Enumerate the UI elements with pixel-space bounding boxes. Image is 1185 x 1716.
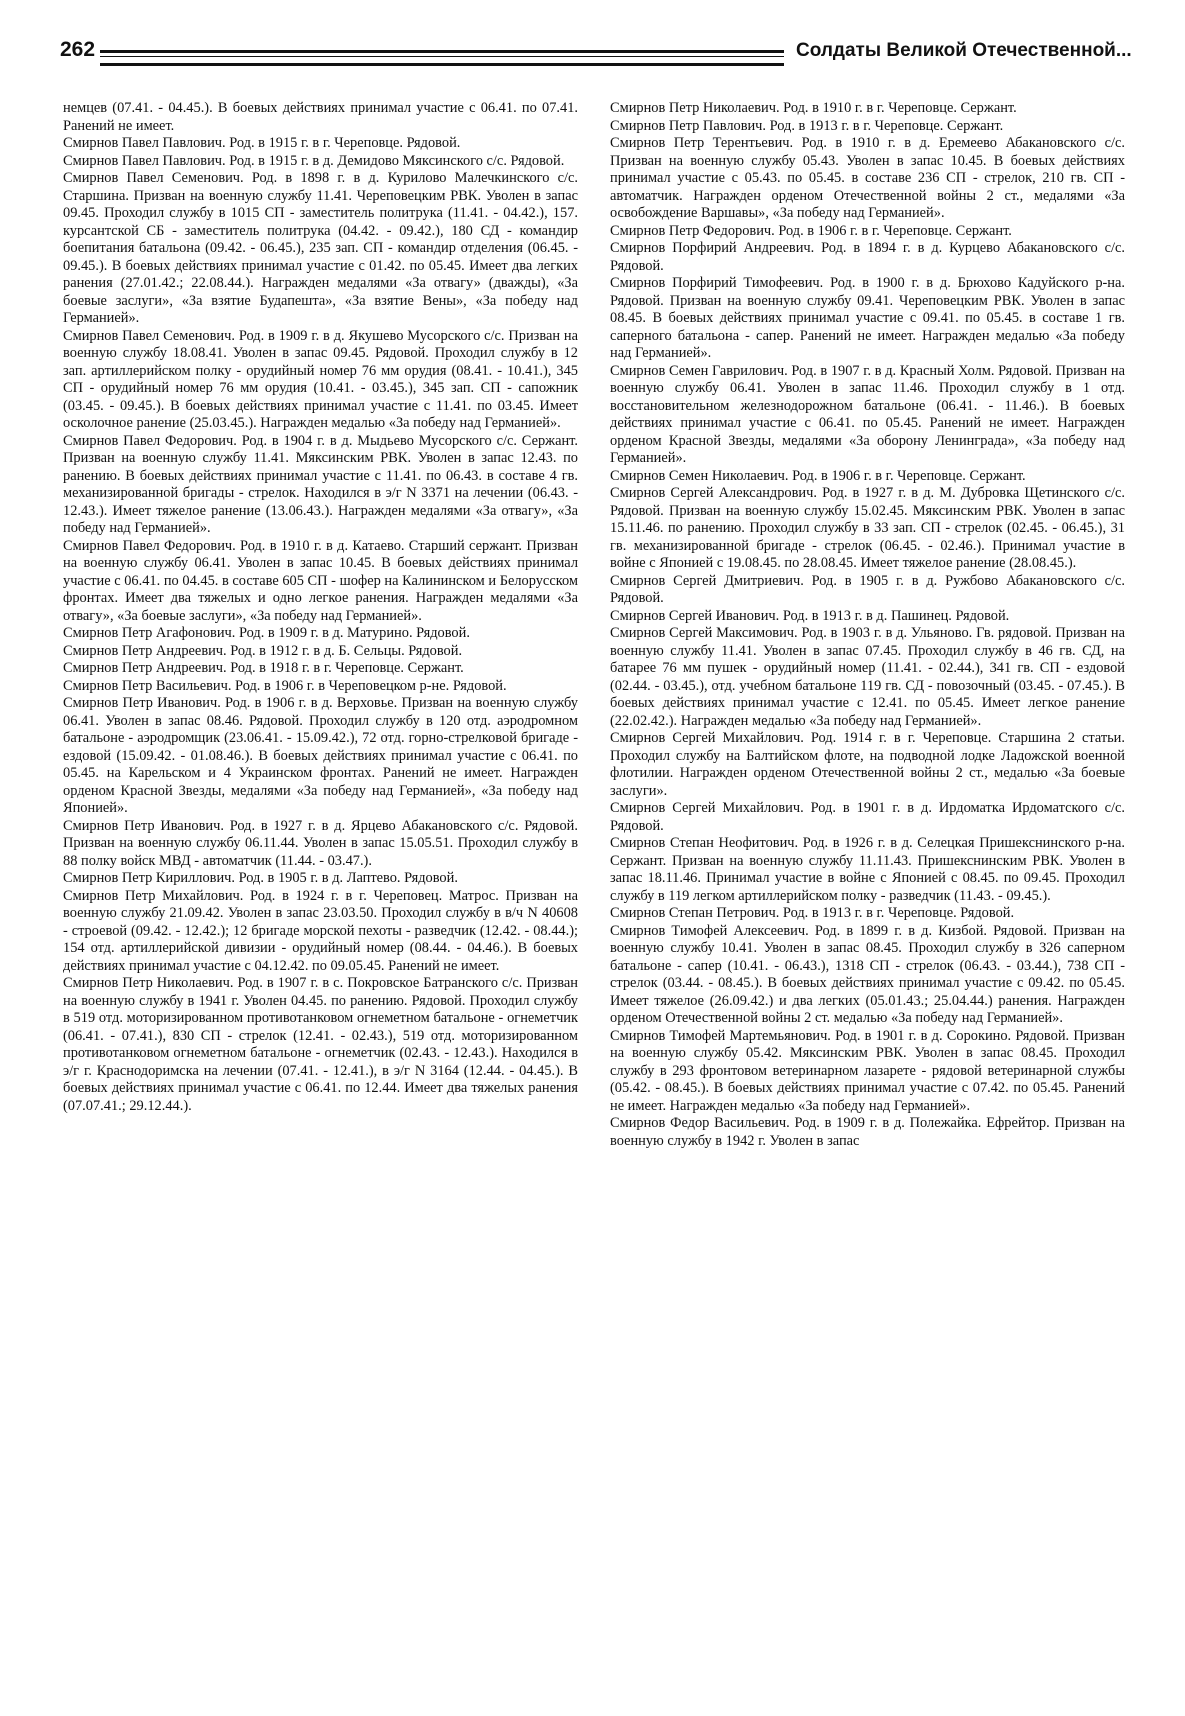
entry: Смирнов Степан Петрович. Род. в 1913 г. в г. Череповце. Рядовой.: [610, 905, 1015, 921]
entry: Смирнов Тимофей Алексеевич. Род. в 1899 г. в д. Кизбой. Рядовой. Призван на военную службу 10.41. Уволен в запас 08.45. Проходил службу в 326 саперном батальоне - сапер (10.41. - 06.43.), 1318 СП - стрелок (06.43. - 03.44.), 738 СП - стрелок (03.44. - 08.45.). В боевых действиях принимал участие с 09.42. по 05.45. Имеет тяжелое (26.09.42.) и два легких (05.01.43.; 25.04.44.) ранения. Награжден орденом Отечественной войны 2 ст. медалью «За победу над Германией».: [610, 922, 1125, 1026]
entry: Смирнов Сергей Михайлович. Род. в 1901 г. в д. Ирдоматка Ирдоматского с/с. Рядовой.: [610, 800, 1125, 834]
entry: Смирнов Павел Семенович. Род. в 1898 г. в д. Курилово Малечкинского с/с. Старшина. Призван на военную службу 11.41. Череповецким РВК. Уволен в запас 09.45. Проходил службу в 1015 СП - заместитель политрука (11.41. - 04.42.), 157. курсантской СБ - заместитель политрука (04.42. - 09.42.), 180 СД - командир боепитания батальона (09.42. - 06.45.), 235 зап. СП - командир отделения (06.45. - 09.45.). В боевых действиях принимал участие с 01.42. по 05.45. Имеет два легких ранения (27.01.42.; 22.08.44.). Награжден медалями «За отвагу» (дважды), «За боевые заслуги», «За взятие Будапешта», «За взятие Вены», «За победу над Германией».: [63, 170, 578, 326]
entry: Смирнов Павел Павлович. Род. в 1915 г. в г. Череповце. Рядовой.: [63, 135, 461, 151]
entry: Смирнов Павел Семенович. Род. в 1909 г. в д. Якушево Мусорского с/с. Призван на военную службу 18.08.41. Уволен в запас 09.45. Рядовой. Проходил службу в 12 зап. артиллерийском полку - орудийный номер 76 мм орудия (08.41. - 10.41.), 345 СП - орудийный номер 76 мм орудия (10.41. - 03.45.), 345 зап. СП - сапожник (03.45. - 09.45.). В боевых действиях принимал участие с 11.41. по 03.45. Имеет осколочное ранение (25.03.45.). Награжден медалью «За победу над Германией».: [63, 327, 578, 431]
entry: Смирнов Порфирий Андреевич. Род. в 1894 г. в д. Курцево Абакановского с/с. Рядовой.: [610, 240, 1125, 274]
header-rule: [100, 50, 784, 66]
entry: Смирнов Петр Кириллович. Род. в 1905 г. в д. Лаптево. Рядовой.: [63, 870, 458, 886]
entry: Смирнов Петр Терентьевич. Род. в 1910 г. в д. Еремеево Абакановского с/с. Призван на военную службу 05.43. Уволен в запас 10.45. В боевых действиях принимал участие с 05.43. по 05.45. в составе 236 СП - стрелок, 210 гв. СП - автоматчик. Награжден орденом Отечественной войны 2 ст., медалями «За освобождение Варшавы», «За победу над Германией».: [610, 135, 1125, 221]
entry: Смирнов Порфирий Тимофеевич. Род. в 1900 г. в д. Брюхово Кадуйского р-на. Рядовой. Призван на военную службу 09.41. Череповецким РВК. Уволен в запас 08.45. В боевых действиях принимал участие с 09.41. по 05.45. в составе 1 гв. саперного батальона - сапер. Ранений не имеет. Награжден медалью «За победу над Германией».: [610, 275, 1125, 361]
entry: немцев (07.41. - 04.45.). В боевых действиях принимал участие с 06.41. по 07.41. Ранений не имеет.: [63, 100, 578, 134]
entry: Смирнов Семен Николаевич. Род. в 1906 г. в г. Череповце. Сержант.: [610, 467, 1026, 484]
running-title: Солдаты Великой Отечественной...: [796, 40, 1132, 61]
left-column: [63, 100, 578, 1115]
entry: Смирнов Сергей Дмитриевич. Род. в 1905 г. в д. Ружбово Абакановского с/с. Рядовой.: [610, 572, 1125, 606]
entry: Смирнов Степан Неофитович. Род. в 1926 г. в д. Селецкая Пришекснинского р-на. Сержант. Призван на военную службу 11.11.43. Пришекснинским РВК. Уволен в запас 18.11.46. Принимал участие в войне с Японией с 08.45. по 09.45. Проходил службу в 119 легком артиллерийском полку - разведчик (11.43. - 09.45.).: [610, 835, 1125, 904]
entry: Смирнов Тимофей Мартемьянович. Род. в 1901 г. в д. Сорокино. Рядовой. Призван на военную службу 05.42. Мяксинским РВК. Уволен в запас 08.45. Проходил службу в 293 фронтовом ветеринарном лазарете - рядовой ветеринарной службы (05.42. - 08.45.). В боевых действиях принимал участие с 07.42. по 05.45. Ранений не имеет. Награжден медалью «За победу над Германией».: [610, 1027, 1125, 1114]
entry: Смирнов Сергей Иванович. Род. в 1913 г. в д. Пашинец. Рядовой.: [610, 607, 1010, 624]
page-number: 262: [60, 38, 96, 61]
entry: Смирнов Петр Иванович. Род. в 1927 г. в д. Ярцево Абакановского с/с. Рядовой. Призван на военную службу 06.11.44. Уволен в запас 15.05.51. Проходил службу в 88 полку войск МВД - автоматчик (11.44. - 03.47.).: [63, 817, 578, 869]
entry: Смирнов Петр Андреевич. Род. в 1912 г. в д. Б. Сельцы. Рядовой.: [63, 642, 463, 659]
entry: Смирнов Петр Иванович. Род. в 1906 г. в д. Верховье. Призван на военную службу 06.41. Уволен в запас 08.46. Рядовой. Проходил службу в 120 отд. аэродромном батальоне - аэродромщик (23.06.41. - 15.09.42.), 72 отд. горно-стрелковой бригаде - ездовой (15.09.42. - 01.08.46.). В боевых действиях принимал участие с 06.41. по 05.45. на Карельском и 4 Украинском фронтах. Ранений не имеет. Награжден орденом Красной Звезды, медалями «За победу над Германией», «За победу над Японией».: [63, 695, 578, 816]
entry: Смирнов Сергей Александрович. Род. в 1927 г. в д. М. Дубровка Щетинского с/с. Рядовой. Призван на военную службу 15.02.45. Мяксинским РВК. Уволен в запас 15.11.46. по ранению. Проходил службу в 33 зап. СП - стрелок (02.45. - 06.45.), 31 гв. механизированной бригаде - стрелок (06.45. - 02.46.). Принимал участие в войне с Японией с 19.08.45. по 28.08.45. Имеет тяжелое ранение (28.08.45.).: [610, 485, 1125, 571]
entry: Смирнов Сергей Михайлович. Род. 1914 г. в г. Череповце. Старшина 2 статьи. Проходил службу на Балтийском флоте, на подводной лодке Ладожской военной флотилии. Награжден орденом Отечественной войны 2 ст., медалью «За боевые заслуги».: [610, 730, 1125, 799]
entry: Смирнов Сергей Максимович. Род. в 1903 г. в д. Ульяново. Гв. рядовой. Призван на военную службу 11.41. Уволен в запас 07.45. Проходил службу в 46 гв. СД, на батарее 76 мм пушек - орудийный номер (11.41. - 02.44.), 341 гв. СП - ездовой (02.44. - 03.45.), отд. учебном батальоне 119 гв. СД - повозочный (03.45. - 07.45.). В боевых действиях принимал участие с 12.41. по 05.45. Имеет легкое ранение (22.02.42.). Награжден медалью «За победу над Германией».: [610, 625, 1125, 729]
entry: Смирнов Петр Агафонович. Род. в 1909 г. в д. Матурино. Рядовой.: [63, 625, 470, 641]
entry: Смирнов Семен Гаврилович. Род. в 1907 г. в д. Красный Холм. Рядовой. Призван на военную службу 06.41. Уволен в запас 11.46. Проходил службу в 1 отд. восстановительном железнодорожном батальоне (06.41. - 11.46.). В боевых действиях принимал участие с 06.41. по 05.45. Ранений не имеет. Награжден орденом Красной Звезды, медалями «За оборону Ленинграда», «За победу над Германией».: [610, 362, 1125, 466]
entry: Смирнов Петр Николаевич. Род. в 1910 г. в г. Череповце. Сержант.: [610, 100, 1017, 116]
entry: Смирнов Петр Васильевич. Род. в 1906 г. в Череповецком р-не. Рядовой.: [63, 677, 507, 694]
page-header: [60, 38, 1130, 74]
entry: Смирнов Петр Николаевич. Род. в 1907 г. в с. Покровское Батранского с/с. Призван на военную службу в 1941 г. Уволен 04.45. по ранению. Рядовой. Проходил службу в 519 отд. моторизированном противотанковом огнеметном батальоне - огнеметчик (06.41. - 07.41.), 830 СП - стрелок (12.41. - 02.43.), 519 отд. моторизированном противотанковом огнеметном батальоне - огнеметчик (02.43. - 12.43.). Находился в э/г г. Краснодоримска на лечении (07.41. - 12.41.), в э/г N 3164 (12.44. - 04.45.). В боевых действиях принимал участие с 06.41. по 12.44. Имеет два тяжелых ранения (07.07.41.; 29.12.44.).: [63, 975, 578, 1114]
right-column: [610, 100, 1125, 1150]
entry: Смирнов Петр Федорович. Род. в 1906 г. в г. Череповце. Сержант.: [610, 222, 1012, 239]
entry: Смирнов Петр Павлович. Род. в 1913 г. в г. Череповце. Сержант.: [610, 117, 1004, 134]
entry: Смирнов Павел Федорович. Род. в 1910 г. в д. Катаево. Старший сержант. Призван на военную службу 06.41. Уволен в запас 10.45. В боевых действиях принимал участие с 06.41. по 04.45. в составе 605 СП - шофер на Калининском и Белорусском фронтах. Имеет два тяжелых и одно легкое ранения. Награжден медалями «За отвагу», «За боевые заслуги», «За победу над Германией».: [63, 537, 578, 624]
entry: Смирнов Павел Павлович. Род. в 1915 г. в д. Демидово Мяксинского с/с. Рядовой.: [63, 152, 565, 169]
entry: Смирнов Федор Васильевич. Род. в 1909 г. в д. Полежайка. Ефрейтор. Призван на военную службу в 1942 г. Уволен в запас: [610, 1115, 1125, 1149]
entry: Смирнов Петр Михайлович. Род. в 1924 г. в г. Череповец. Матрос. Призван на военную службу 21.09.42. Уволен в запас 23.03.50. Проходил службу в в/ч N 40608 - строевой (09.42. - 12.42.); 12 бригаде морской пехоты - разведчик (12.42. - 08.44.); 154 отд. артиллерийской дивизии - орудийный номер (08.44. - 04.46.). В боевых действиях принимал участие с 04.12.42. по 09.05.45. Ранений не имеет.: [63, 887, 578, 974]
entry: Смирнов Петр Андреевич. Род. в 1918 г. в г. Череповце. Сержант.: [63, 660, 464, 676]
entry: Смирнов Павел Федорович. Род. в 1904 г. в д. Мыдьево Мусорского с/с. Сержант. Призван на военную службу 11.41. Мяксинским РВК. Уволен в запас 12.43. по ранению. В боевых действиях принимал участие с 11.41. по 06.43. в составе 4 гв. механизированной бригады - стрелок. Находился в э/г N 3371 на лечении (06.43. - 12.43.). Имеет тяжелое ранение (13.06.43.). Награжден медалями «За отвагу», «За победу над Германией».: [63, 432, 578, 536]
